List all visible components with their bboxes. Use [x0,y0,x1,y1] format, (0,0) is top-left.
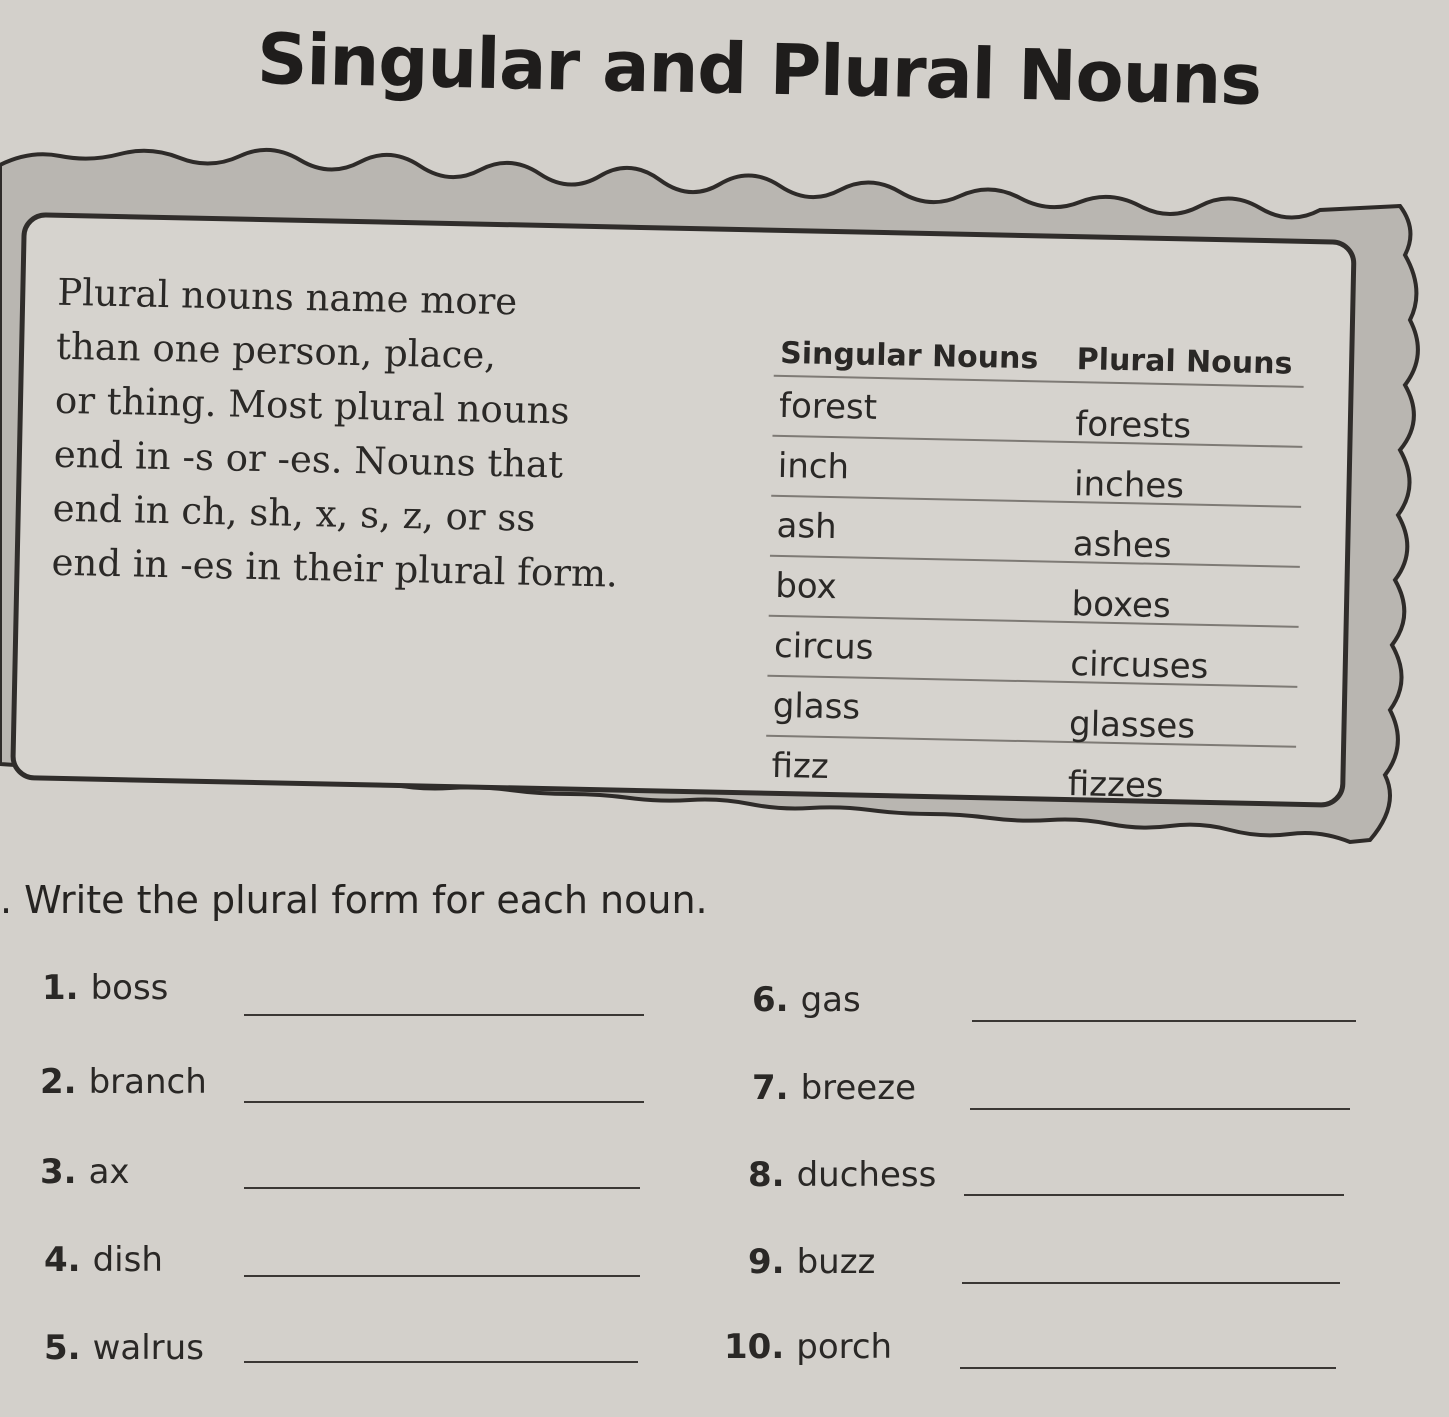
exercise-word: branch [88,1062,207,1102]
exercise-item [748,1242,947,1282]
exercise-word: dish [92,1240,163,1280]
exercise-number: 1. [42,968,79,1008]
answer-blank[interactable] [244,1101,644,1103]
exercise-number: 8. [748,1155,785,1195]
answer-blank[interactable] [244,1014,644,1016]
exercise-number: 6. [752,980,789,1020]
answer-blank[interactable] [964,1194,1344,1196]
answer-blank[interactable] [970,1108,1350,1110]
exercise-item [44,1328,243,1368]
exercise-word: boss [90,968,169,1008]
plural-cell: boxes [1071,584,1172,627]
singular-header: Singular Nouns [779,335,1039,377]
singular-cell: circus [773,625,874,668]
singular-cell: glass [772,685,861,728]
rule-line: Plural nouns name more [56,270,518,324]
plural-cell: ashes [1072,524,1173,567]
exercise-word: buzz [796,1242,876,1282]
exercise-word: ax [88,1152,130,1192]
plural-cell: forests [1074,404,1192,447]
answer-blank[interactable] [962,1282,1340,1284]
rule-line: end in -s or -es. Nouns that [53,432,564,487]
plural-cell: circuses [1069,644,1209,687]
exercise-item [724,1327,946,1367]
answer-blank[interactable] [244,1275,640,1277]
exercise-number: 2. [40,1062,77,1102]
exercise-number: 7. [752,1068,789,1108]
exercise-number: 5. [44,1328,81,1368]
rule-line: end in ch, sh, x, s, z, or ss [52,486,536,540]
rule-line: end in -es in their plural form. [51,540,619,596]
exercise-number: 10. [724,1327,785,1367]
plural-cell: fizzes [1067,764,1165,807]
exercise-item [752,1068,951,1108]
exercise-word: walrus [92,1328,204,1368]
answer-blank[interactable] [244,1187,640,1189]
exercise-word: gas [800,980,861,1020]
exercise-item [748,1155,947,1195]
plural-cell: inches [1073,464,1185,507]
exercise-number: 3. [40,1152,77,1192]
singular-cell: inch [777,445,850,488]
rule-line: than one person, place, [55,324,497,377]
exercise-word: breeze [800,1068,916,1108]
answer-blank[interactable] [972,1020,1356,1022]
singular-cell: fizz [771,745,830,788]
exercise-item [40,1062,239,1102]
exercise-number: 9. [748,1242,785,1282]
singular-cell: forest [778,385,878,428]
answer-blank[interactable] [960,1367,1336,1369]
singular-cell: box [774,565,838,608]
exercise-item [42,968,241,1008]
exercise-item [40,1152,239,1192]
plural-cell: glasses [1068,704,1196,747]
answer-blank[interactable] [244,1361,638,1363]
rule-line: or thing. Most plural nouns [54,378,570,433]
exercise-word: duchess [796,1155,937,1195]
plural-header: Plural Nouns [1076,342,1293,382]
exercise-item [752,980,951,1020]
exercise-number: 4. [44,1240,81,1280]
singular-cell: ash [776,505,838,548]
exercise-item [44,1240,243,1280]
exercise-instruction: . Write the plural form for each noun. [0,878,708,922]
exercise-word: porch [796,1327,893,1367]
page-title: Singular and Plural Nouns [256,18,1262,122]
